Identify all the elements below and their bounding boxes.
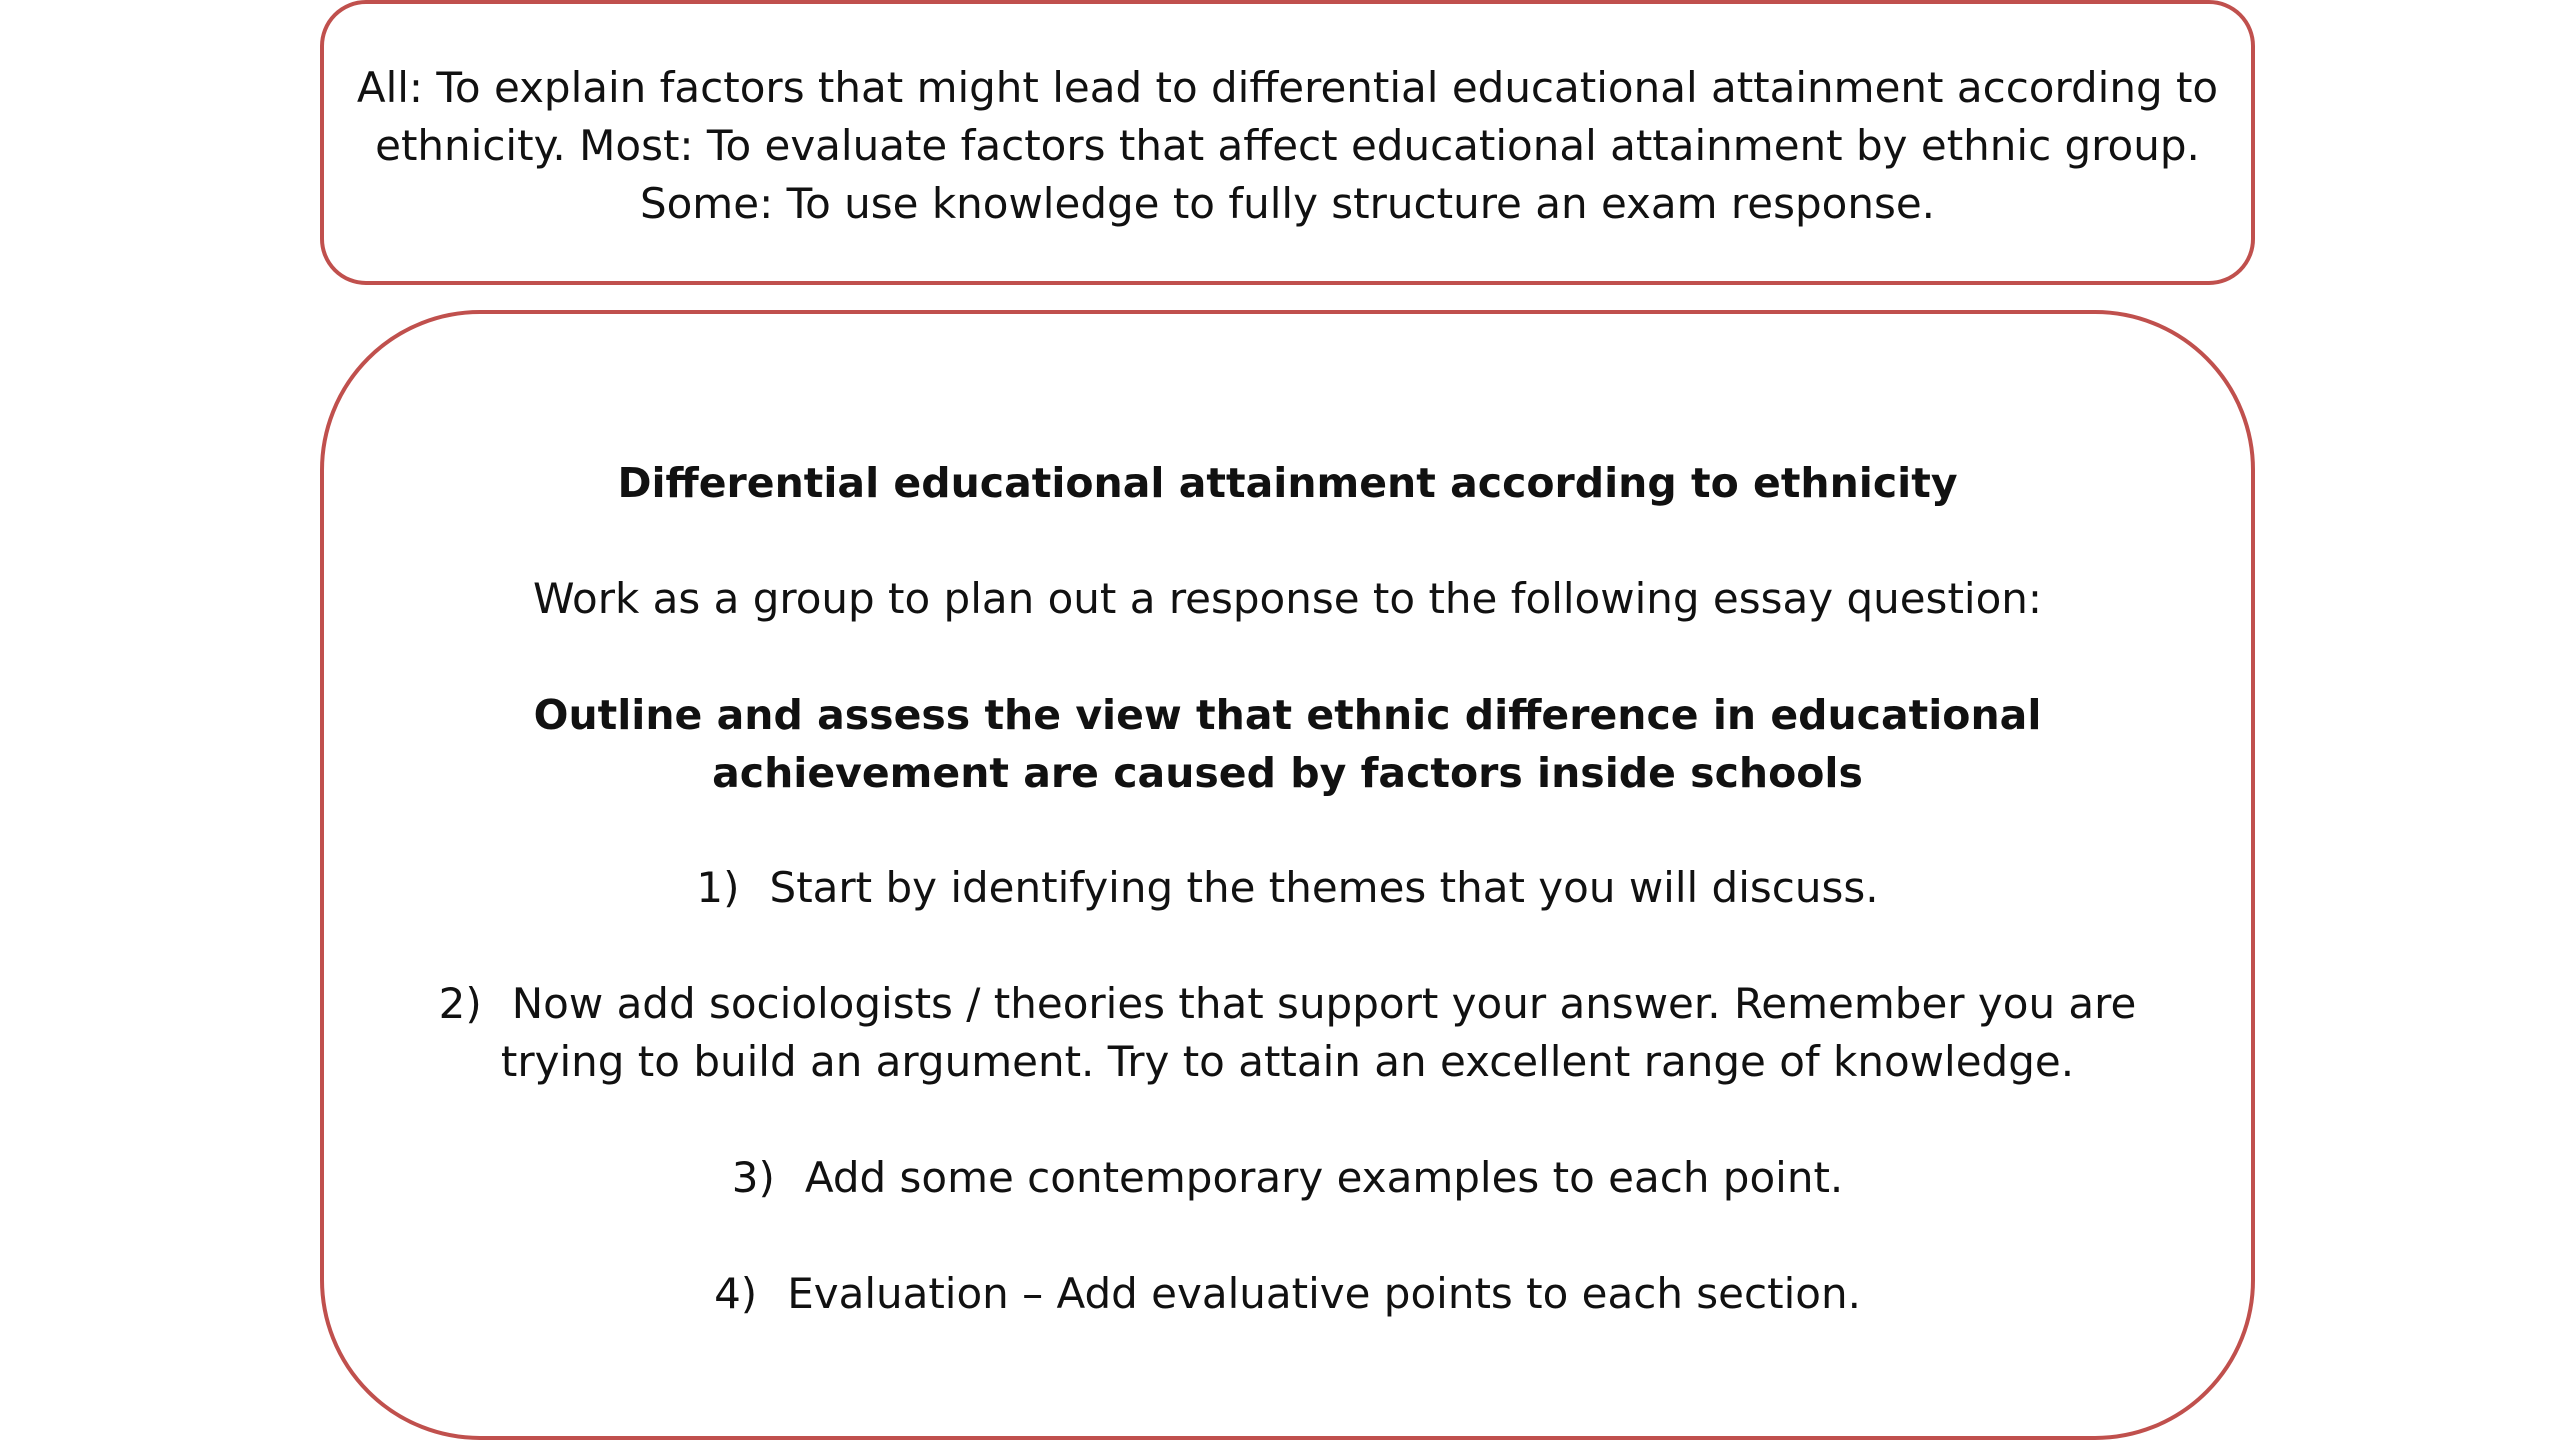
essay-question: Outline and assess the view that ethnic difference in educational achievement are caused by factors inside schools [533, 691, 2042, 797]
task-title: Differential educational attainment according to ethnicity [617, 459, 1958, 507]
step-item [324, 1265, 2251, 1323]
step-number: 2) [438, 979, 482, 1028]
step-text: Add some contemporary examples to each point. [804, 1153, 1844, 1202]
step-number: 1) [696, 863, 740, 912]
learning-objectives-box [320, 0, 2255, 285]
learning-objectives-text: All: To explain factors that might lead to differential educational attainment according to ethnicity. Most: To evaluate factors that affect educational attainment by ethnic group. Some: To use knowledge to fully structure an exam response. [356, 63, 2219, 228]
step-text: Evaluation – Add evaluative points to each section. [787, 1269, 1861, 1318]
step-item [324, 859, 2251, 917]
step-number: 3) [731, 1153, 775, 1202]
step-text: Now add sociologists / theories that support your answer. Remember you are trying to build an argument. Try to attain an excellent range of knowledge. [500, 979, 2137, 1086]
step-item [324, 975, 2251, 1091]
task-instruction: Work as a group to plan out a response to the following essay question: [532, 574, 2043, 623]
step-number: 4) [714, 1269, 758, 1318]
task-box [320, 310, 2255, 1440]
step-item [324, 1149, 2251, 1207]
step-text: Start by identifying the themes that you will discuss. [769, 863, 1879, 912]
